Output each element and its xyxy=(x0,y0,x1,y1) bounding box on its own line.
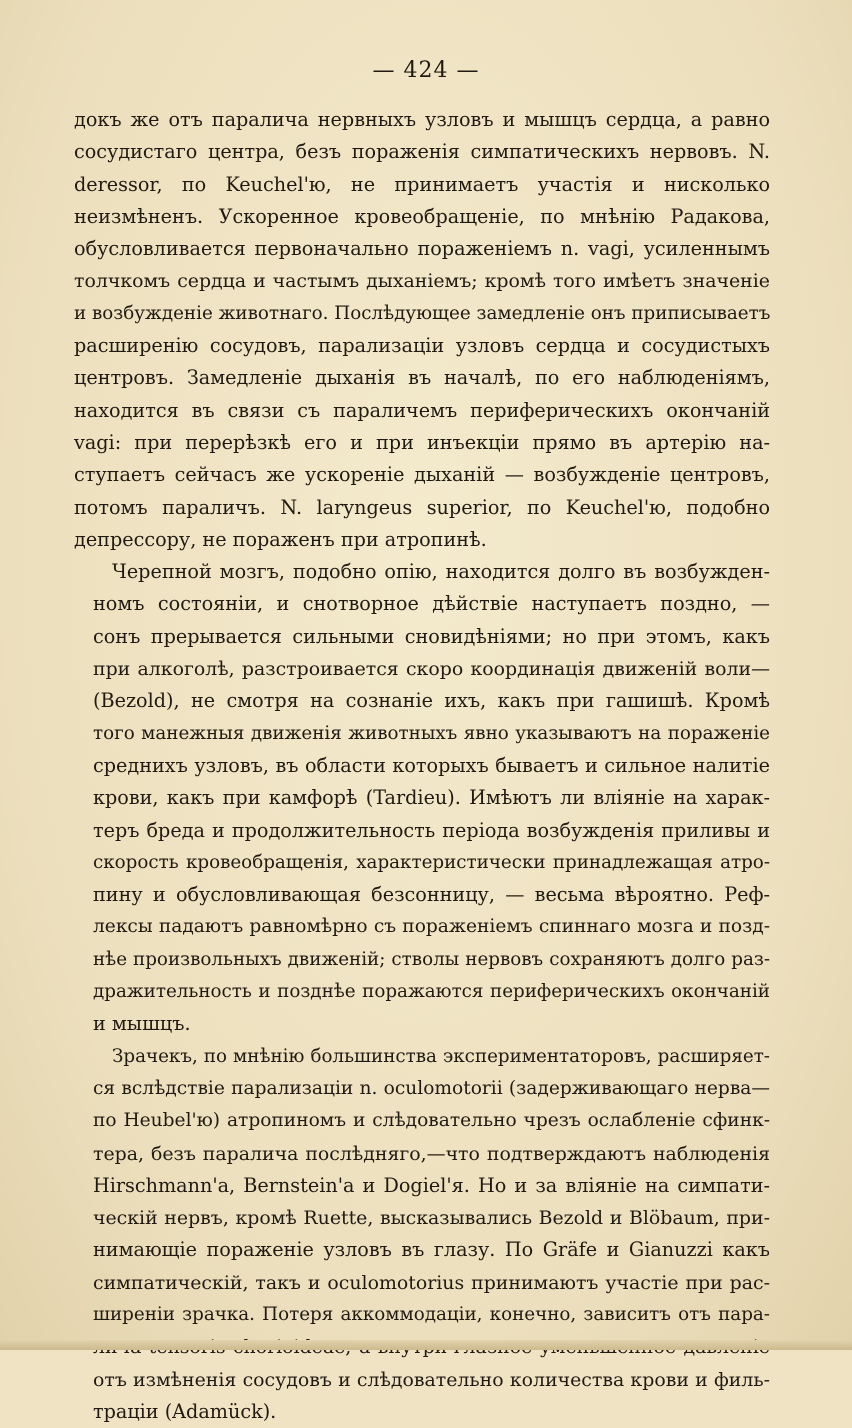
text-line: депрессору, не пораженъ при атропинѣ. xyxy=(74,527,487,551)
text-line: толчкомъ сердца и частымъ дыханіемъ; кромѣ того имѣетъ значеніе xyxy=(74,270,770,293)
text-line: отъ измѣненія сосудовъ и слѣдовательно количества крови и филь- xyxy=(93,1368,770,1391)
page-body xyxy=(74,104,770,1428)
text-line: находится въ связи съ параличемъ периферическихъ окончаній xyxy=(74,398,770,422)
text-line: крови, какъ при камфорѣ (Tardieu). Имѣютъ ли вліяніе на харак- xyxy=(93,786,770,810)
paragraph xyxy=(74,104,770,556)
text-line: ческій нервъ, кромѣ Ruette, высказывались Bezold и Blöbaum, при- xyxy=(93,1207,770,1230)
text-line: потомъ параличъ. N. laryngeus superior, по Keuchel'ю, подобно xyxy=(74,495,770,519)
text-line: лексы падаютъ равномѣрно съ пораженіемъ спиннаго мозга и позд- xyxy=(93,916,770,938)
text-line: ся вслѣдствіе парализаціи n. oculomotorii (задерживающаго нерва— xyxy=(93,1077,770,1099)
text-line: нимающіе пораженіе узловъ въ глазу. По Gräfe и Gianuzzi какъ xyxy=(93,1238,770,1262)
text-line: среднихъ узловъ, въ области которыхъ бываетъ и сильное налитіе xyxy=(93,753,770,777)
text-line: и мышцъ. xyxy=(93,1012,191,1036)
text-line: того манежныя движенія животныхъ явно указываютъ на пораженіе xyxy=(93,722,770,744)
text-line: ширеніи зрачка. Потеря аккоммодаціи, конечно, зависитъ отъ пара- xyxy=(93,1303,770,1325)
text-line: vagi: при перерѣзкѣ его и при инъекціи прямо въ артерію на- xyxy=(74,430,770,454)
text-line: Hirschmann'a, Bernstein'a и Dogiel'я. Но и за вліяніе на симпати- xyxy=(93,1173,770,1197)
text-line: симпатическій, такъ и oculomotorius принимаютъ участіе при рас- xyxy=(93,1271,770,1294)
text-line: дражительность и позднѣе поражаются периферическихъ окончаній xyxy=(93,981,770,1003)
text-line: сосудистаго центра, безъ пораженія симпатическихъ нервовъ. N. xyxy=(74,140,770,164)
text-line: докъ же отъ паралича нервныхъ узловъ и мышцъ сердца, а равно xyxy=(74,108,770,131)
text-line: теръ бреда и продолжительность періода возбужденія приливы и xyxy=(93,818,770,842)
text-line: Зрачекъ, по мнѣнію большинства экспериментаторовъ, расширяет- xyxy=(112,1045,770,1067)
text-line: нѣе произвольныхъ движеній; стволы нервовъ сохраняютъ долго раз- xyxy=(93,948,770,970)
text-line: обусловливается первоначально пораженіемъ n. vagi, усиленнымъ xyxy=(74,237,770,261)
text-line: сонъ прерывается сильными сновидѣніями; но при этомъ, какъ xyxy=(93,624,770,648)
text-line: по Heubel'ю) атропиномъ и слѣдовательно чрезъ ослабленіе сфинк- xyxy=(93,1110,770,1132)
text-line: и возбужденіе животнаго. Послѣдующее замедленіе онъ приписываетъ xyxy=(74,302,771,324)
text-line: номъ состояніи, и снотворное дѣйствіе наступаетъ поздно, — xyxy=(93,592,770,616)
text-line: тера, безъ паралича послѣдняго,—что подтверждаютъ наблюденія xyxy=(93,1142,770,1165)
page-edge xyxy=(0,1340,852,1350)
paragraph xyxy=(74,1041,770,1428)
text-line: траціи (Adamück). xyxy=(93,1399,277,1423)
text-line: при алкоголѣ, разстроивается скоро координація движеній воли— xyxy=(93,658,770,681)
page-number: — 424 — xyxy=(372,58,480,83)
text-line: скорость кровеобращенія, характеристически принадлежащая атро- xyxy=(93,851,770,873)
text-line: (Bezold), не смотря на сознаніе ихъ, какъ при гашишѣ. Кромѣ xyxy=(93,689,770,713)
text-line: неизмѣненъ. Ускоренное кровеобращеніе, по мнѣнію Радакова, xyxy=(74,204,770,228)
text-line: расширенію сосудовъ, парализаціи узловъ сердца и сосудистыхъ xyxy=(74,334,770,358)
text-line: ступаетъ сейчасъ же ускореніе дыханій — возбужденіе центровъ, xyxy=(74,463,770,487)
text-line: Черепной мозгъ, подобно опію, находится долго въ возбужден- xyxy=(112,560,770,584)
paragraph xyxy=(74,556,770,1040)
text-line: пину и обусловливающая безсонницу, — весьма вѣроятно. Реф- xyxy=(93,883,770,907)
text-line: deressor, по Keuchel'ю, не принимаетъ участія и нисколько xyxy=(74,172,770,196)
text-line: центровъ. Замедленіе дыханія въ началѣ, по его наблюденіямъ, xyxy=(74,366,770,390)
